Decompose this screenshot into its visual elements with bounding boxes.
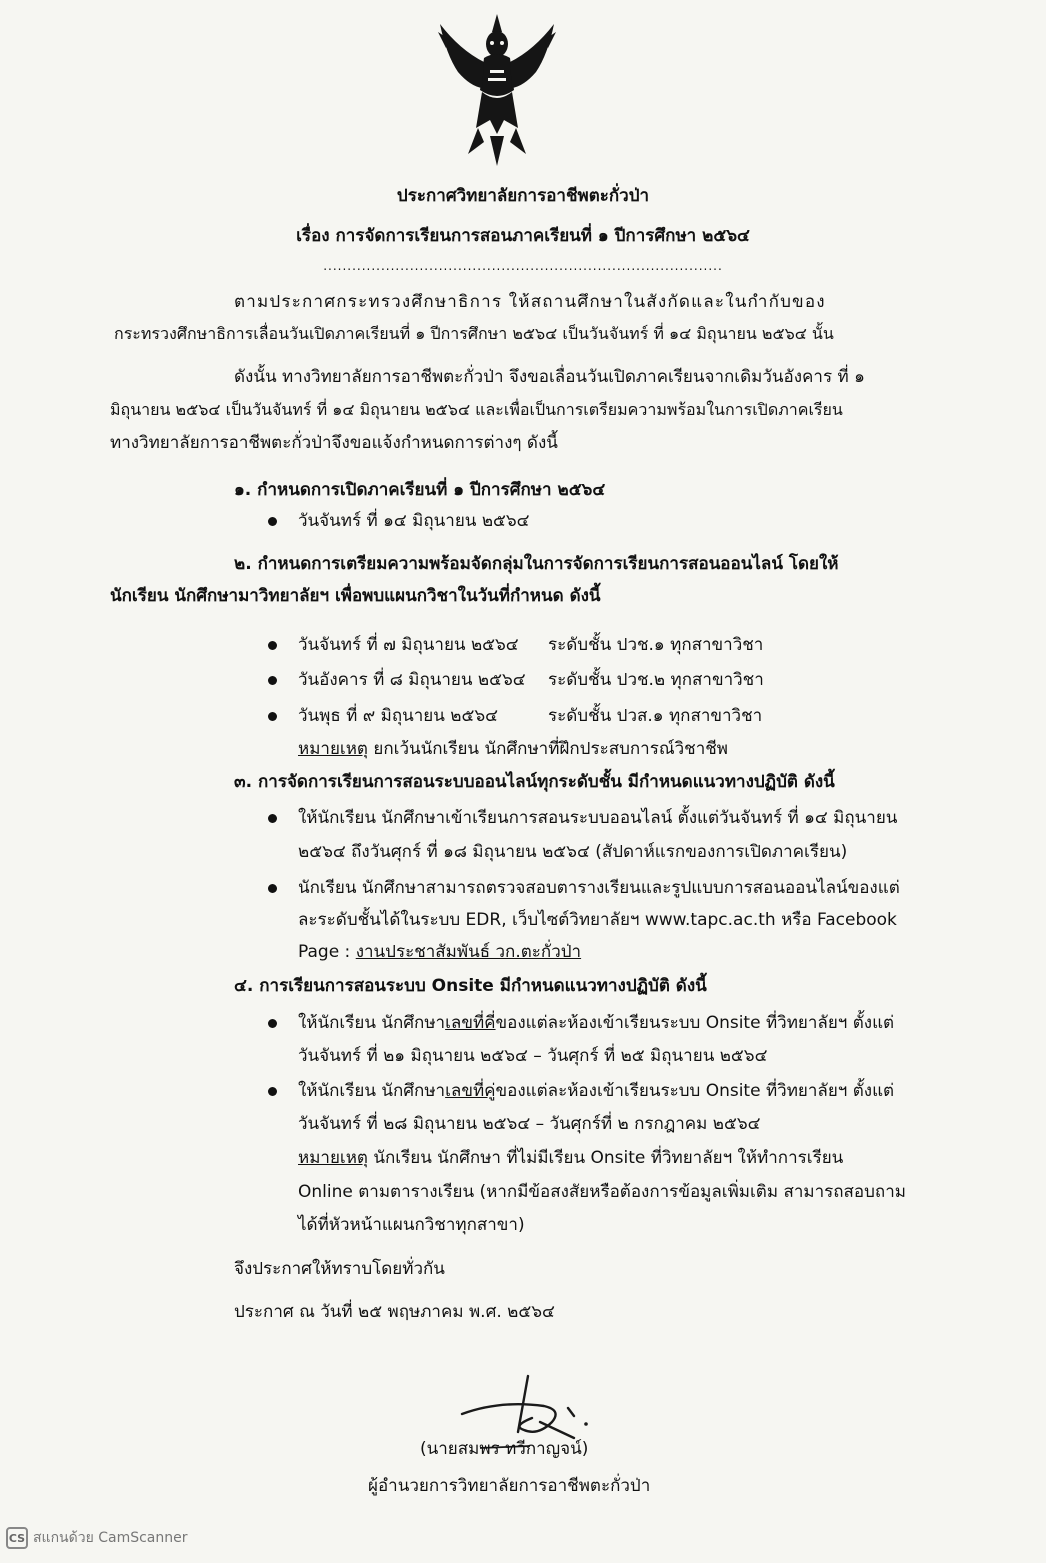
- announcement-title: ประกาศวิทยาลัยการอาชีพตะกั่วป่า: [396, 186, 650, 206]
- intro-paragraph-1-line-2: กระทรวงศึกษาธิการเลื่อนวันเปิดภาคเรียนที่ ๑ ปีการศึกษา ๒๕๖๔ เป็นวันจันทร์ ที่ ๑๔ มิถุนายน ๒๕๖๔ นั้น: [114, 324, 834, 343]
- announcement-subject: เรื่อง การจัดการเรียนการสอนภาคเรียนที่ ๑ ปีการศึกษา ๒๕๖๔: [296, 226, 750, 246]
- section-1-item: วันจันทร์ ที่ ๑๔ มิถุนายน ๒๕๖๔: [298, 511, 530, 531]
- even-number-label: เลขที่คู่: [445, 1081, 496, 1101]
- item-text: ให้นักเรียน นักศึกษา: [298, 1081, 446, 1101]
- signatory-name: (นายสมพร ทวีกาญจน์): [420, 1439, 589, 1459]
- section-2-heading-line-2: นักเรียน นักศึกษามาวิทยาลัยฯ เพื่อพบแผนกวิชาในวันที่กำหนด ดังนี้: [110, 586, 601, 606]
- bullet-icon: [268, 1087, 277, 1096]
- section-4-item-2-line-2: วันจันทร์ ที่ ๒๘ มิถุนายน ๒๕๖๔ – วันศุกร์ที่ ๒ กรกฎาคม ๒๕๖๔: [298, 1114, 761, 1134]
- intro-paragraph-2-line-3: ทางวิทยาลัยการอาชีพตะกั่วป่าจึงขอแจ้งกำหนดการต่างๆ ดังนี้: [110, 433, 558, 453]
- bullet-icon: [268, 641, 277, 650]
- note-text: นักเรียน นักศึกษา ที่ไม่มีเรียน Onsite ที่วิทยาลัยฯ ให้ทำการเรียน: [367, 1148, 844, 1168]
- note-label: หมายเหตุ: [298, 739, 368, 759]
- bullet-icon: [268, 884, 277, 893]
- section-3-item-1-line-2: ๒๕๖๔ ถึงวันศุกร์ ที่ ๑๘ มิถุนายน ๒๕๖๔ (สัปดาห์แรกของการเปิดภาคเรียน): [298, 842, 848, 862]
- bullet-icon: [268, 712, 277, 721]
- garuda-emblem-icon: [432, 10, 562, 170]
- facebook-page-prefix: Page :: [298, 942, 356, 962]
- section-3-item-2-line-3: [298, 940, 581, 964]
- section-4-note-line-2: Online ตามตารางเรียน (หากมีข้อสงสัยหรือต้องการข้อมูลเพิ่มเติม สามารถสอบถาม: [298, 1182, 906, 1202]
- section-2-item-date: วันอังคาร ที่ ๘ มิถุนายน ๒๕๖๔: [298, 670, 526, 690]
- note-label: หมายเหตุ: [298, 1148, 368, 1168]
- section-4-note-line-1: [298, 1146, 843, 1170]
- closing-line: จึงประกาศให้ทราบโดยทั่วกัน: [234, 1259, 445, 1279]
- facebook-page-link: งานประชาสัมพันธ์ วก.ตะกั่วป่า: [355, 942, 582, 962]
- signatory-position: ผู้อำนวยการวิทยาลัยการอาชีพตะกั่วป่า: [368, 1476, 651, 1496]
- section-4-item-2-line-1: [298, 1079, 894, 1103]
- note-text: ยกเว้นนักเรียน นักศึกษาที่ฝึกประสบการณ์วิชาชีพ: [367, 739, 729, 759]
- section-4-note-line-3: ได้ที่หัวหน้าแผนกวิชาทุกสาขา): [298, 1215, 525, 1235]
- bullet-icon: [268, 517, 277, 526]
- bullet-icon: [268, 676, 277, 685]
- intro-paragraph-2-line-2: มิถุนายน ๒๕๖๔ เป็นวันจันทร์ ที่ ๑๔ มิถุนายน ๒๕๖๔ และเพื่อเป็นการเตรียมความพร้อมในการเปิดภาคเรียน: [110, 400, 843, 419]
- section-3-item-2-line-2: ละระดับชั้นได้ในระบบ EDR, เว็บไซต์วิทยาลัยฯ www.tapc.ac.th หรือ Facebook: [298, 910, 897, 930]
- intro-paragraph-2-line-1: ดังนั้น ทางวิทยาลัยการอาชีพตะกั่วป่า จึงขอเลื่อนวันเปิดภาคเรียนจากเดิมวันอังคาร ที่ ๑: [234, 367, 865, 387]
- bullet-icon: [268, 814, 277, 823]
- section-4-item-1-line-2: วันจันทร์ ที่ ๒๑ มิถุนายน ๒๕๖๔ – วันศุกร์ ที่ ๒๕ มิถุนายน ๒๕๖๔: [298, 1046, 768, 1066]
- section-2-heading-line-1: ๒. กำหนดการเตรียมความพร้อมจัดกลุ่มในการจัดการเรียนการสอนออนไลน์ โดยให้: [234, 554, 839, 574]
- intro-paragraph-1-line-1: ตามประกาศกระทรวงศึกษาธิการ ให้สถานศึกษาในสังกัดและในกำกับของ: [234, 292, 826, 312]
- header-divider: ...................................................................................: [323, 259, 723, 273]
- section-2-item-date: วันจันทร์ ที่ ๗ มิถุนายน ๒๕๖๔: [298, 635, 519, 655]
- section-1-heading: ๑. กำหนดการเปิดภาคเรียนที่ ๑ ปีการศึกษา ๒๕๖๔: [234, 480, 606, 500]
- section-2-item-level: ระดับชั้น ปวช.๒ ทุกสาขาวิชา: [548, 670, 764, 690]
- section-2-item-level: ระดับชั้น ปวส.๑ ทุกสาขาวิชา: [548, 706, 763, 726]
- item-text: ให้นักเรียน นักศึกษา: [298, 1013, 446, 1033]
- section-3-heading: ๓. การจัดการเรียนการสอนระบบออนไลน์ทุกระดับชั้น มีกำหนดแนวทางปฏิบัติ ดังนี้: [234, 772, 835, 792]
- section-4-heading: ๔. การเรียนการสอนระบบ Onsite มีกำหนดแนวทางปฏิบัติ ดังนี้: [234, 976, 707, 996]
- announcement-date: ประกาศ ณ วันที่ ๒๕ พฤษภาคม พ.ศ. ๒๕๖๔: [234, 1302, 555, 1322]
- section-2-note: [298, 737, 728, 761]
- section-3-item-1-line-1: ให้นักเรียน นักศึกษาเข้าเรียนการสอนระบบออนไลน์ ตั้งแต่วันจันทร์ ที่ ๑๔ มิถุนายน: [298, 808, 898, 828]
- camscanner-logo-icon: CS: [6, 1527, 28, 1549]
- odd-number-label: เลขที่คี่: [445, 1013, 496, 1033]
- camscanner-watermark: [6, 1527, 188, 1549]
- section-4-item-1-line-1: [298, 1011, 894, 1035]
- section-2-item-level: ระดับชั้น ปวช.๑ ทุกสาขาวิชา: [548, 635, 764, 655]
- section-2-item-date: วันพุธ ที่ ๙ มิถุนายน ๒๕๖๔: [298, 706, 498, 726]
- bullet-icon: [268, 1019, 277, 1028]
- item-text: ของแต่ละห้องเข้าเรียนระบบ Onsite ที่วิทยาลัยฯ ตั้งแต่: [495, 1081, 895, 1101]
- camscanner-text: สแกนด้วย CamScanner: [33, 1530, 188, 1546]
- item-text: ของแต่ละห้องเข้าเรียนระบบ Onsite ที่วิทยาลัยฯ ตั้งแต่: [495, 1013, 895, 1033]
- section-3-item-2-line-1: นักเรียน นักศึกษาสามารถตรวจสอบตารางเรียนและรูปแบบการสอนออนไลน์ของแต่: [298, 878, 900, 898]
